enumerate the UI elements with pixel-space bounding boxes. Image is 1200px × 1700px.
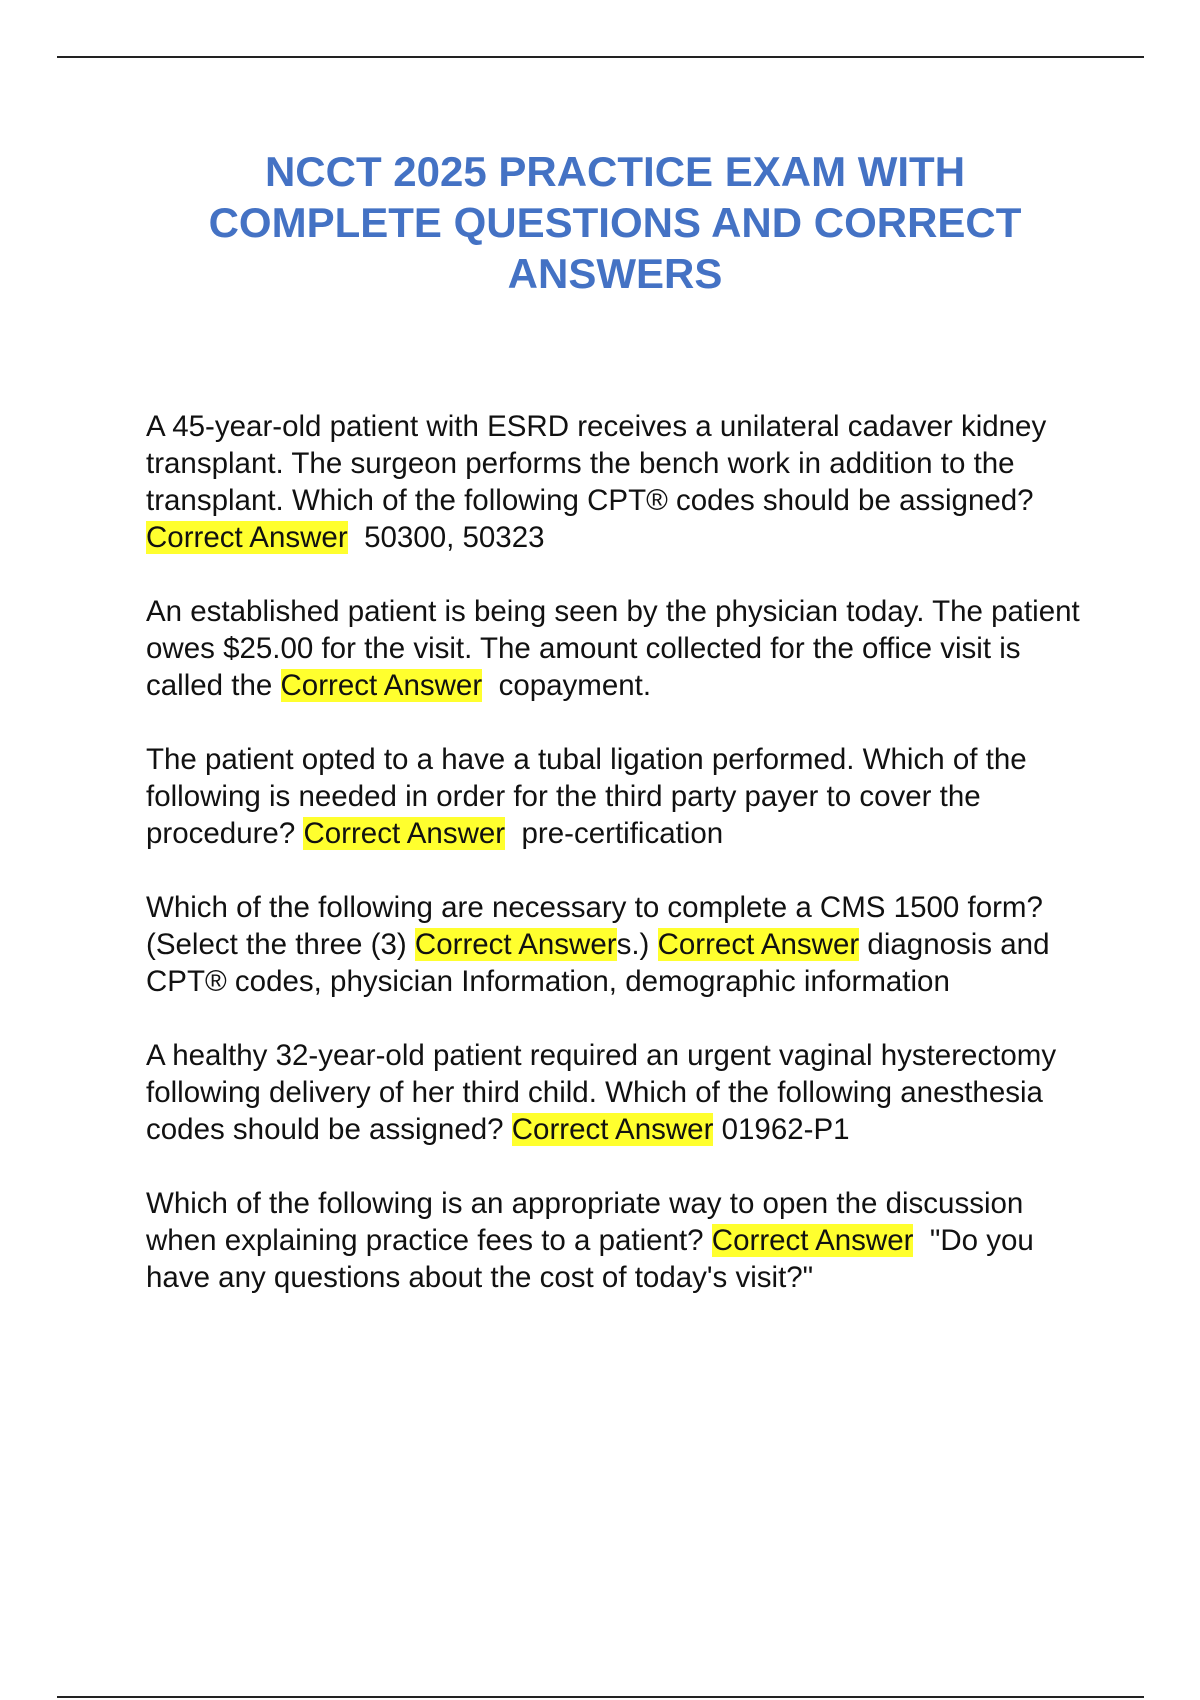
answer-text: pre-certification (521, 817, 724, 850)
answer-text: 01962-P1 (721, 1113, 850, 1146)
qa-item-3 (146, 741, 1080, 852)
question-text: An established patient is being seen by the physician today. The patient owes $25.00 for the visit. The amount collected for the office visit is called the (146, 595, 1080, 702)
question-text: A healthy 32-year-old patient required an urgent vaginal hysterectomy following delivery of her third child. Which of the following anesthesia codes should be assigned? (146, 1039, 1057, 1146)
qa-item-1 (146, 408, 1080, 556)
correct-answer-label: Correct Answer (146, 521, 348, 554)
qa-list (146, 408, 1080, 1333)
answer-text: "Do you have any questions about the cost of today's visit?" (146, 1224, 1034, 1294)
bottom-rule (57, 1696, 1144, 1698)
question-text: Which of the following is an appropriate way to open the discussion when explaining practice fees to a patient? (146, 1187, 1024, 1257)
correct-answer-label: Correct Answer (657, 928, 860, 961)
question-text: The patient opted to a have a tubal ligation performed. Which of the following is needed in order for the third party payer to cover the procedure? (146, 743, 1027, 850)
correct-answer-label: Correct Answer (511, 1113, 714, 1146)
answer-text: copayment. (498, 669, 652, 702)
answer-text: 50300, 50323 (364, 521, 545, 554)
answer-text: diagnosis and CPT® codes, physician Information, demographic information (146, 928, 1050, 998)
correct-answer-label: Correct Answer (280, 669, 483, 702)
question-text: A 45-year-old patient with ESRD receives a unilateral cadaver kidney transplant. The surgeon performs the bench work in addition to the transplant. Which of the following CPT® codes should be assigned? (146, 410, 1047, 517)
qa-item-5 (146, 1037, 1080, 1148)
qa-item-4 (146, 889, 1080, 1000)
qa-item-2 (146, 593, 1080, 704)
question-text-end: s.) (616, 928, 650, 961)
correct-answer-label: Correct Answer (711, 1224, 914, 1257)
top-rule (57, 56, 1144, 58)
inline-highlight: Correct Answer (414, 928, 617, 961)
qa-item-6 (146, 1185, 1080, 1296)
question-text: Which of the following are necessary to complete a CMS 1500 form? (Select the three (3) (146, 891, 1043, 961)
correct-answer-label: Correct Answer (303, 817, 506, 850)
document-title: NCCT 2025 PRACTICE EXAM WITH COMPLETE QUESTIONS AND CORRECT ANSWERS (208, 148, 1022, 297)
